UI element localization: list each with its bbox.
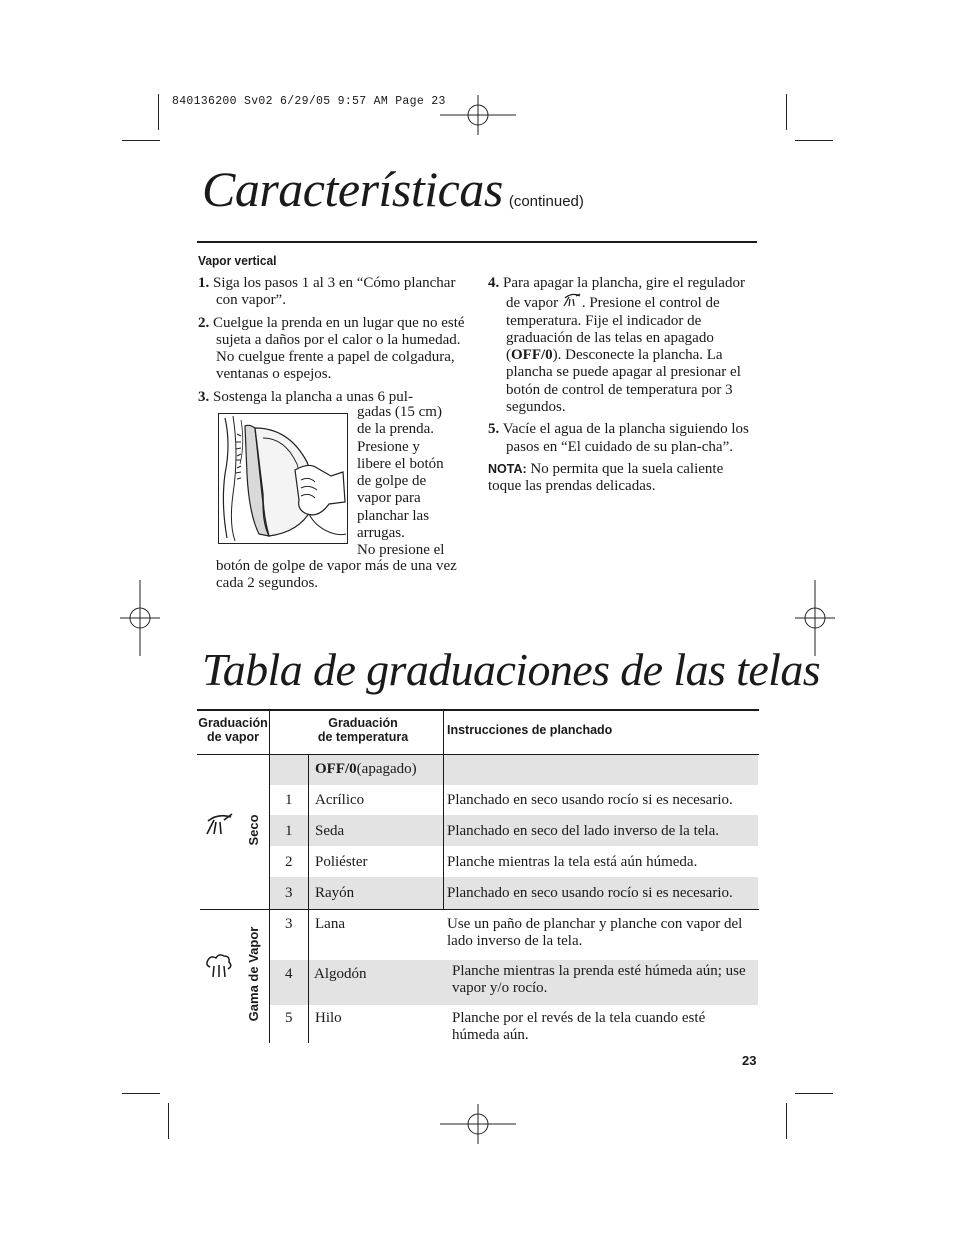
subheading: Vapor vertical — [198, 253, 277, 268]
crop-mark — [786, 94, 787, 130]
continued-label: (continued) — [508, 193, 584, 210]
header-instructions: Instrucciones de planchado — [447, 723, 613, 737]
group-divider — [200, 909, 759, 910]
crop-mark — [158, 94, 159, 130]
crop-mark — [122, 1093, 160, 1094]
group-label-steam: Gama de Vapor — [246, 926, 261, 1022]
right-column — [488, 275, 758, 501]
registration-mark-bottom — [440, 1104, 516, 1144]
step-2: 2. Cuelgue la prenda en un lugar que no esté sujeta a daños por el calor o la humedad. No cuelgue frente a papel de colgadura, ventanas o espejos. — [198, 314, 465, 383]
title-rule — [197, 241, 757, 243]
crop-mark — [795, 1093, 833, 1094]
step-3-tail: botón de golpe de vapor más de una vez cada 2 segundos. — [216, 558, 457, 592]
crop-mark — [786, 1103, 787, 1139]
step-5: 5. Vacíe el agua de la plancha siguiendo los pasos en “El cuidado de su plan-cha”. — [488, 421, 749, 455]
crop-mark — [795, 140, 833, 141]
table-top-rule — [197, 709, 759, 711]
note: NOTA: No permita que la suela caliente toque las prendas delicadas. — [488, 460, 724, 495]
step-3: 3. Sostenga la plancha a unas 6 pul- — [198, 388, 413, 405]
section-title: Características (continued) — [202, 161, 584, 217]
step-4: 4. Para apagar la plancha, gire el regulador de vapor . Presione el control de temperatura. Fije el indicador de graduación de las telas en apagado (OFF/0). Desconecte la plancha. La plancha se puede apagar al presionar el botón de control de temperatura por 3 segundos. — [488, 275, 745, 416]
left-column — [198, 275, 470, 406]
group-label-dry: Seco — [246, 814, 261, 846]
print-slug: 840136200 Sv02 6/29/05 9:57 AM Page 23 — [172, 95, 446, 108]
vertical-steam-illustration — [218, 413, 348, 544]
off-row: OFF/0(apagado) — [315, 761, 417, 777]
page-number: 23 — [742, 1053, 757, 1068]
crop-mark — [122, 140, 160, 141]
step-3-wrap: gadas (15 cm) de la prenda. Presione y libere el botón de golpe de vapor para planchar las arrugas. No presione el — [357, 404, 445, 559]
dry-iron-icon — [562, 292, 582, 308]
dry-iron-icon — [204, 812, 234, 838]
steam-icon — [204, 953, 234, 979]
table-header-rule — [197, 754, 759, 755]
registration-mark-left — [120, 580, 160, 656]
table-title: Tabla de graduaciones de las telas — [202, 644, 821, 695]
header-temperature-setting: Graduación de temperatura — [317, 716, 409, 744]
header-steam-setting: Graduación de vapor — [198, 716, 268, 744]
crop-mark — [168, 1103, 169, 1139]
step-1: 1. Siga los pasos 1 al 3 en “Cómo planchar con vapor”. — [198, 275, 456, 309]
registration-mark-top — [440, 95, 516, 135]
